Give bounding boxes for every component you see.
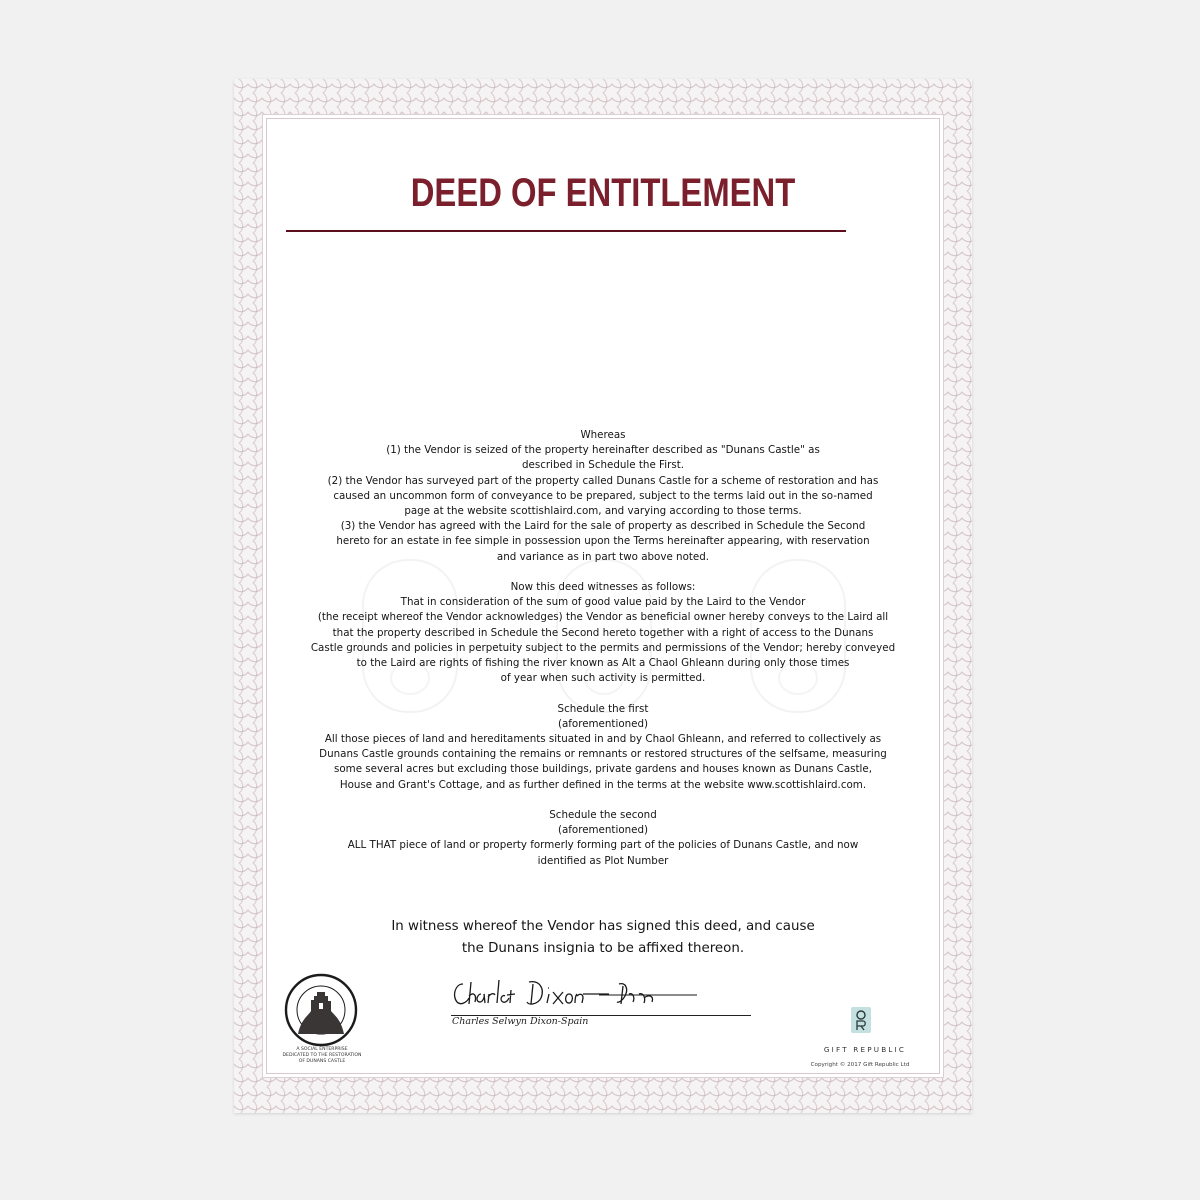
conveyance-section xyxy=(270,580,936,686)
conveyance-line: That in consideration of the sum of good value paid by the Laird to the Vendor xyxy=(400,596,806,609)
schedule-first-heading: Schedule the first xyxy=(557,702,649,715)
seal-caption-line: A SOCIAL ENTERPRISE xyxy=(296,1047,348,1052)
schedule-second-subheading: (aforementioned) xyxy=(557,824,649,837)
handwritten-signature xyxy=(449,976,699,1012)
recital-line: page at the website scottishlaird.com, and varying according to those terms. xyxy=(404,505,802,518)
recital-line: and variance as in part two above noted. xyxy=(496,550,710,563)
recitals-section xyxy=(270,428,936,565)
recital-line: (2) the Vendor has surveyed part of the property called Dunans Castle for a scheme of restoration and has xyxy=(327,474,879,487)
recital-line: (3) the Vendor has agreed with the Laird for the sale of property as described in Schedule the Second xyxy=(340,520,866,533)
schedule-first-line: All those pieces of land and hereditaments situated in and by Chaol Ghleann, and referred to collectively as xyxy=(324,733,882,746)
schedule-first-line: House and Grant's Cottage, and as further defined in the terms at the website www.scottishlaird.com. xyxy=(339,778,867,791)
witness-line: the Dunans insignia to be affixed thereon. xyxy=(461,941,745,956)
seal-caption-line: DEDICATED TO THE RESTORATION xyxy=(282,1053,362,1058)
witness-line: In witness whereof the Vendor has signed this deed, and cause xyxy=(391,919,815,934)
seal-caption-line: OF DUNANS CASTLE xyxy=(298,1059,346,1064)
schedule-second-heading: Schedule the second xyxy=(549,809,657,822)
conveyance-line: Now this deed witnesses as follows: xyxy=(510,581,696,594)
signatory-name: Charles Selwyn Dixon-Spain xyxy=(452,1016,589,1027)
conveyance-line: of year when such activity is permitted. xyxy=(500,672,706,685)
schedule-second-line: identified as Plot Number xyxy=(537,854,669,867)
certificate xyxy=(234,79,972,1113)
recital-line: caused an uncommon form of conveyance to be prepared, subject to the terms laid out in the so-named xyxy=(333,489,873,502)
recital-line: (1) the Vendor is seized of the property hereinafter described as "Dunans Castle" as xyxy=(386,444,820,457)
schedule-first-line: some several acres but excluding those buildings, private gardens and houses known as Dunans Castle, xyxy=(334,763,872,776)
recital-line: Whereas xyxy=(580,429,626,441)
dunans-castle-seal-icon xyxy=(283,973,359,1047)
deed-body xyxy=(270,428,936,869)
schedule-second-line: ALL THAT piece of land or property formerly forming part of the policies of Dunans Castle, and now xyxy=(347,839,859,852)
gift-republic-logo-icon xyxy=(851,1007,871,1033)
conveyance-line: to the Laird are rights of fishing the river known as Alt a Chaol Ghleann during only those times xyxy=(356,657,850,670)
recital-line: described in Schedule the First. xyxy=(521,459,685,472)
title-underline xyxy=(286,230,846,232)
copyright-notice: Copyright © 2017 Gift Republic Ltd xyxy=(810,1062,910,1068)
conveyance-line: Castle grounds and policies in perpetuity subject to the permits and permissions of the Vendor; hereby conveyed xyxy=(310,641,896,654)
seal-caption xyxy=(272,1047,372,1065)
maker-name: GIFT REPUBLIC xyxy=(823,1045,907,1054)
schedule-first-section xyxy=(270,702,936,793)
witness-statement xyxy=(234,916,972,960)
deed-title: DEED OF ENTITLEMENT xyxy=(410,171,796,215)
schedule-first-subheading: (aforementioned) xyxy=(557,717,649,730)
recital-line: hereto for an estate in fee simple in possession upon the Terms hereinafter appearing, with reservation xyxy=(336,535,870,548)
conveyance-line: (the receipt whereof the Vendor acknowledges) the Vendor as beneficial owner hereby conveys to the Laird all xyxy=(317,611,889,624)
conveyance-line: that the property described in Schedule the Second hereto together with a right of access to the Dunans xyxy=(332,626,874,639)
schedule-first-line: Dunans Castle grounds containing the remains or remnants or restored structures of the selfsame, measuring xyxy=(319,748,887,761)
schedule-second-section xyxy=(270,808,936,869)
